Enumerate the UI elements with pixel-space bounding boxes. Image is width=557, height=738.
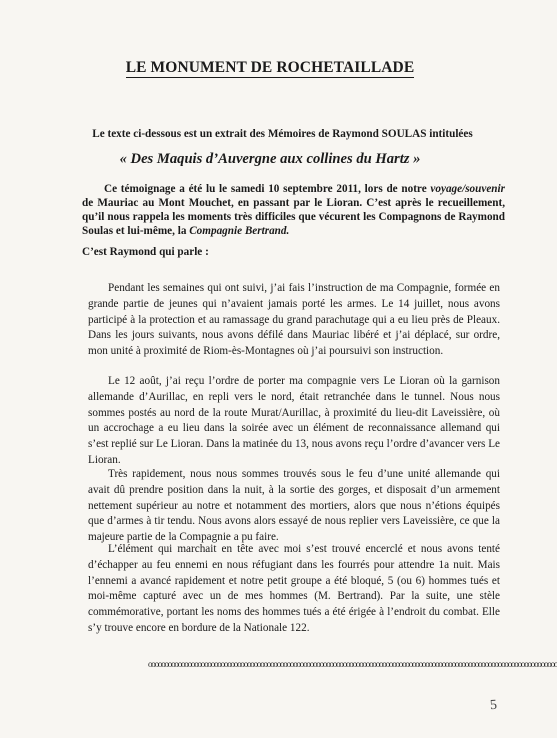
body-paragraph-1: Pendant les semaines qui ont suivi, j’ai fais l’instruction de ma Compagnie, formée en grande partie de jeunes qui n’avaient jamais porté les armes. Le 14 juillet, nous avons participé à la protection et au ramassage du grand parachutage qui a eu lieu près de Pleaux. Dans les jours suivants, nous avons défilé dans Mauriac libéré et j’ai déplacé, sur ordre, mon unité à proximité de Riom-ès-Montagnes où j’ai poursuivi son instruction. xyxy=(88,282,500,358)
summary-text-2: de Mauriac au Mont Mouchet, en passant par le Lioran. C’est après le recueillement, qu’il nous rappela les moments très difficiles que vécurent les Compagnons de Raymond Soulas et lui-même, la xyxy=(82,197,505,237)
summary-text-1: Ce témoignage a été lu le samedi 10 septembre 2011, lors de notre xyxy=(104,183,431,195)
body-paragraph-3: Très rapidement, nous nous sommes trouvés sous le feu d’une unité allemande qui avait dû prendre position dans la nuit, à la sortie des gorges, et disposait d’un armement nettement supérieur au notre et notamment des mortiers, alors que nous n’étions équipés que d’armes à tir tendu. Nous avons alors essayé de nous replier vers Laveissière, ce que la majeure partie de la Compagnie a pu faire. xyxy=(88,468,500,544)
ornamental-divider: oooooooooooooooooooooooooooooooooooooooooooooooooooooooooooooooooooooooooooooooooooooooooooooooooooooooooooooooooooooooooooo xyxy=(148,659,557,669)
summary-emphasis-compagnie: Compagnie Bertrand. xyxy=(189,225,290,237)
speaker-line: C’est Raymond qui parle : xyxy=(82,246,209,258)
summary-emphasis-voyage: voyage/souvenir xyxy=(430,183,505,195)
body-paragraph-4: L’élément qui marchait en tête avec moi s’est trouvé encerclé et nous avons tenté d’échapper au feu ennemi en nous réfugiant dans les fourrés pour attendre 1a nuit. Mais l’ennemi a avancé rapidement et notre petit groupe a été bloqué, 5 (ou 6) hommes tués et moi-même capturé avec un de mes hommes (M. Bertrand). Par la suite, une stèle commémorative, portant les noms des hommes tués a été érigée à l’endroit du combat. Elle s’y trouve encore en bordure de la Nationale 122. xyxy=(88,543,500,634)
document-title-text: LE MONUMENT DE ROCHETAILLADE xyxy=(125,59,415,76)
body-paragraph-2: Le 12 août, j’ai reçu l’ordre de porter ma compagnie vers Le Lioran où la garnison allemande d’Aurillac, en repli vers le nord, était retranchée dans le tunnel. Nous nous sommes postés au nord de la route Murat/Aurillac, à proximité du lieu-dit Laveissière, où un accrochage a eu lieu dans la soirée avec un élément de reconnaissance allemand qui s’est replié sur Le Lioran. Dans la matinée du 13, nous avons reçu l’ordre d’avancer vers Le Lioran. xyxy=(88,375,500,466)
intro-line: Le texte ci-dessous est un extrait des Mémoires de Raymond SOULAS intitulées xyxy=(92,128,473,140)
summary-paragraph xyxy=(82,182,505,238)
document-title xyxy=(0,59,540,77)
memoir-subtitle: « Des Maquis d’Auvergne aux collines du Hartz » xyxy=(119,151,421,167)
page-number: 5 xyxy=(489,697,498,714)
